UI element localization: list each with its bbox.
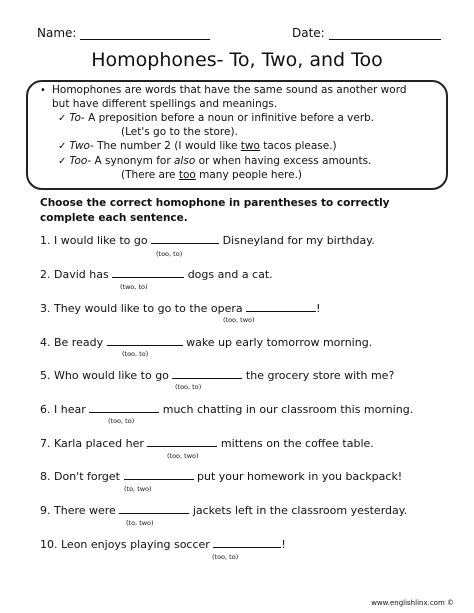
question-text-after: put your homework in you backpack! [197,470,403,483]
question-text-after: mittens on the coffee table. [220,437,374,450]
answer-blank[interactable] [89,402,159,413]
bullet-icon: • [40,85,46,96]
two-text-pre: The number 2 (I would like [93,140,241,152]
question-number: 6. [40,403,51,416]
answer-blank[interactable] [147,436,217,447]
answer-blank[interactable] [246,301,316,312]
question-text-before: There were [54,504,116,517]
name-blank [80,26,210,40]
question-5 [40,368,394,382]
too-term: Too- [69,155,92,167]
question-7 [40,436,374,450]
date-label: Date: [292,26,325,40]
question-text-after: Disneyland for my birthday. [222,234,375,247]
checkmark-icon: ✓ [58,113,67,124]
question-number: 10. [40,538,58,551]
question-text-before: Be ready [54,336,104,349]
answer-options: (too, to) [212,553,239,561]
checkmark-icon: ✓ [58,156,67,167]
two-term: Two- [69,140,94,152]
too-example [121,169,302,181]
question-text-before: Don't forget [54,470,120,483]
answer-options: (two, to) [120,283,148,291]
name-label: Name: [37,26,77,40]
to-example: (Let's go to the store). [121,126,238,138]
page-title: Homophones- To, Two, and Too [91,49,383,71]
question-text-after: ! [281,538,286,551]
answer-options: (too, two) [223,316,255,324]
question-number: 5. [40,369,51,382]
answer-options: (too, two) [167,452,199,460]
too-text-italic: also [174,155,196,167]
intro-line-1: Homophones are words that have the same sound as another word [52,84,407,96]
date-row [292,26,441,40]
question-number: 8. [40,470,51,483]
to-text: A preposition before a noun or infinitive before a verb. [84,112,375,124]
to-definition [58,112,374,124]
question-text-before: They would like to go to the opera [54,302,243,315]
answer-blank[interactable] [112,267,184,278]
too-text-pre: A synonym for [91,155,174,167]
question-9 [40,503,407,517]
answer-options: (to, two) [126,519,154,527]
definition-box [26,80,448,190]
question-text-before: I hear [54,403,86,416]
answer-options: (too, to) [108,417,135,425]
answer-blank[interactable] [119,503,189,514]
question-2 [40,267,273,281]
question-number: 1. [40,234,51,247]
answer-blank[interactable] [107,335,183,346]
question-number: 2. [40,268,51,281]
too-example-post: many people here.) [195,169,303,181]
question-text-after: wake up early tomorrow morning. [186,336,373,349]
question-text-after: jackets left in the classroom yesterday. [192,504,408,517]
question-text-before: Who would like to go [54,369,169,382]
question-4 [40,335,372,349]
two-text-underlined: two [240,140,260,152]
too-example-pre: (There are [121,169,179,181]
question-text-after: dogs and a cat. [187,268,273,281]
question-text-before: Karla placed her [54,437,144,450]
too-example-underlined: too [178,169,196,181]
intro-line-2: but have different spellings and meanings. [52,98,278,110]
answer-blank[interactable] [151,233,219,244]
question-number: 7. [40,437,51,450]
two-definition [58,140,337,152]
answer-blank[interactable] [213,537,281,548]
question-10 [40,537,286,551]
two-text-post: tacos please.) [259,140,337,152]
answer-options: (too, to) [175,383,202,391]
answer-options: (too, to) [156,250,183,258]
question-6 [40,402,413,416]
question-1 [40,233,375,247]
checkmark-icon: ✓ [58,141,67,152]
question-text-before: David has [54,268,109,281]
question-8 [40,469,402,483]
question-3 [40,301,321,315]
too-definition [58,155,371,167]
answer-options: (to, two) [124,485,152,493]
answer-blank[interactable] [172,368,242,379]
question-number: 3. [40,302,51,315]
name-row [37,26,210,40]
too-text-post: or when having excess amounts. [195,155,372,167]
date-blank [329,26,441,40]
question-text-after: ! [316,302,321,315]
question-number: 4. [40,336,51,349]
to-term: To- [69,112,85,124]
question-text-before: I would like to go [54,234,148,247]
footer-copyright: www.englishlinx.com © [371,599,454,607]
question-text-before: Leon enjoys playing soccer [61,538,210,551]
answer-options: (too, to) [122,350,149,358]
instructions: Choose the correct homophone in parentheses to correctly complete each sentence. [40,197,390,224]
question-text-after: the grocery store with me? [245,369,395,382]
question-text-after: much chatting in our classroom this morning. [162,403,414,416]
question-number: 9. [40,504,51,517]
answer-blank[interactable] [124,469,194,480]
